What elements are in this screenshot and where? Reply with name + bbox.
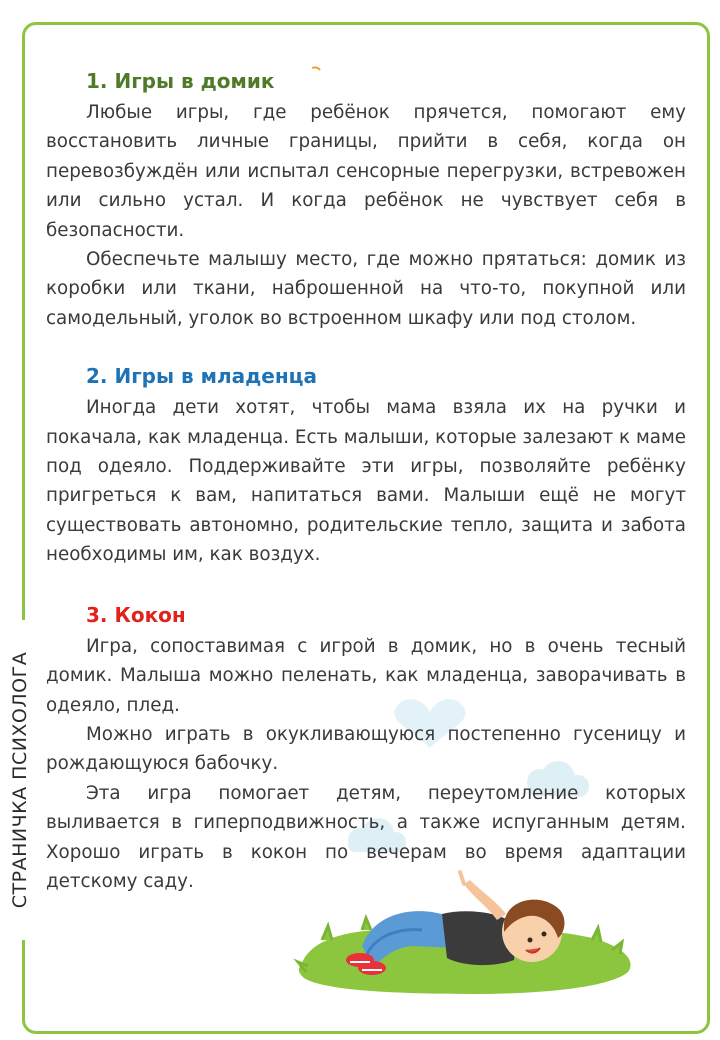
boy-on-grass-illustration <box>292 868 652 1018</box>
section-1-title: 1. Игры в домик <box>86 69 275 93</box>
side-label-text: СТРАНИЧКА ПСИХОЛОГА <box>9 651 31 909</box>
section-3-paragraph-3: Эта игра помогает детям, переутомление которых выливается в гиперподвижность, а также испуганным детям. Хорошо играть в кокон по вечерам во время адаптации детскому саду. <box>46 782 686 892</box>
section-3-title: 3. Кокон <box>86 602 186 627</box>
boy-shoe-right <box>358 961 386 975</box>
section-2-paragraph-1: Иногда дети хотят, чтобы мама взяла их на ручки и покачала, как младенца. Есть малыши, которые залезают к маме под одеяло. Поддерживайте эти игры, позволяйте ребёнку пригреться к вам, напитаться вами. Малыши ещё не могут существовать автономно, родительские тепло, защита и забота необходимы им, как воздух. <box>46 397 686 566</box>
section-3-paragraph-2: Можно играть в окукливающуюся постепенно гусеницу и рождающуюся бабочку. <box>46 723 686 775</box>
section-1-paragraph-1: Любые игры, где ребёнок прячется, помогают ему восстановить личные границы, прийти в себя, когда он перевозбуждён или испытал сенсорные перегрузки, встревожен или сильно устал. И когда ребёнок не чувствует себя в безопасности. <box>46 102 686 241</box>
section-2-title: 2. Игры в младенца <box>86 364 317 389</box>
section-1-paragraph-2: Обеспечьте малышу место, где можно прятаться: домик из коробки или ткани, наброшенной на что-то, покупной или самодельный, уголок во встроенном шкафу или под столом. <box>46 249 686 329</box>
section-3-paragraph-1: Игра, сопоставимая с игрой в домик, но в очень тесный домик. Малыша можно пеленать, как младенца, заворачивать в одеяло, плед. <box>46 635 686 716</box>
article-content <box>46 66 686 896</box>
